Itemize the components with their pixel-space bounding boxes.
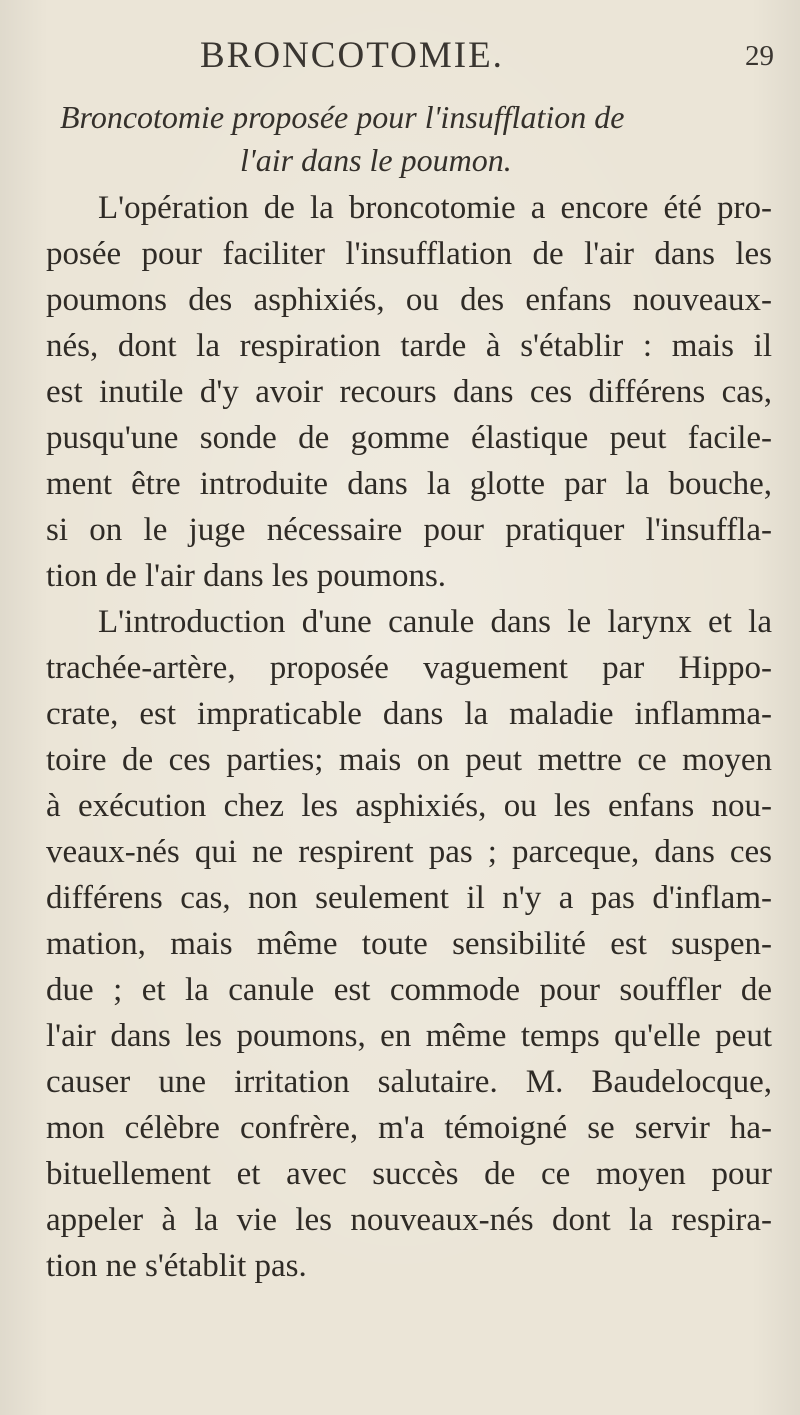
paragraph-2-line: mation, mais même toute sensibilité est suspen- xyxy=(46,926,772,962)
paragraph-2-line: L'introduction d'une canule dans le larynx et la xyxy=(98,604,772,640)
paragraph-1-line: posée pour faciliter l'insufflation de l'air dans les xyxy=(46,236,772,272)
page-number: 29 xyxy=(745,40,774,72)
paragraph-2-line: à exécution chez les asphixiés, ou les enfans nou- xyxy=(46,788,772,824)
paragraph-1-line: poumons des asphixiés, ou des enfans nouveaux- xyxy=(46,282,772,318)
paragraph-1-line: est inutile d'y avoir recours dans ces différens cas, xyxy=(46,374,772,410)
paragraph-1-line: tion de l'air dans les poumons. xyxy=(46,558,447,594)
paragraph-2-line: toire de ces parties; mais on peut mettre ce moyen xyxy=(46,742,772,778)
paragraph-2-line: l'air dans les poumons, en même temps qu'elle peut xyxy=(46,1018,772,1054)
paragraph-1-line: ment être introduite dans la glotte par la bouche, xyxy=(46,466,772,502)
paragraph-2-line: causer une irritation salutaire. M. Baudelocque, xyxy=(46,1064,772,1100)
paragraph-2-line: tion ne s'établit pas. xyxy=(46,1248,307,1284)
paragraph-2-line: crate, est impraticable dans la maladie inflamma- xyxy=(46,696,772,732)
paragraph-2-line: bituellement et avec succès de ce moyen pour xyxy=(46,1156,772,1192)
paragraph-2-line: appeler à la vie les nouveaux-nés dont la respira- xyxy=(46,1202,772,1238)
paragraph-2-line: veaux-nés qui ne respirent pas ; parceque, dans ces xyxy=(46,834,772,870)
paragraph-1-line: si on le juge nécessaire pour pratiquer l'insuffla- xyxy=(46,512,772,548)
body-text xyxy=(46,185,772,1289)
paragraph-2-line: mon célèbre confrère, m'a témoigné se servir ha- xyxy=(46,1110,772,1146)
running-title: BRONCOTOMIE. xyxy=(200,35,504,76)
paragraph-2-line: trachée-artère, proposée vaguement par Hippo- xyxy=(46,650,772,686)
paragraph-1-line: L'opération de la broncotomie a encore été pro- xyxy=(98,190,772,226)
paragraph-1-line: nés, dont la respiration tarde à s'établir : mais il xyxy=(46,328,772,364)
running-head xyxy=(0,34,800,84)
section-title-line-2: l'air dans le poumon. xyxy=(240,142,512,178)
paragraph-2-line: due ; et la canule est commode pour souffler de xyxy=(46,972,772,1008)
section-title-line-1: Broncotomie proposée pour l'insufflation de xyxy=(60,99,625,135)
paragraph-2-line: différens cas, non seulement il n'y a pas d'inflam- xyxy=(46,880,772,916)
paragraph-1-line: pusqu'une sonde de gomme élastique peut facile- xyxy=(46,420,772,456)
